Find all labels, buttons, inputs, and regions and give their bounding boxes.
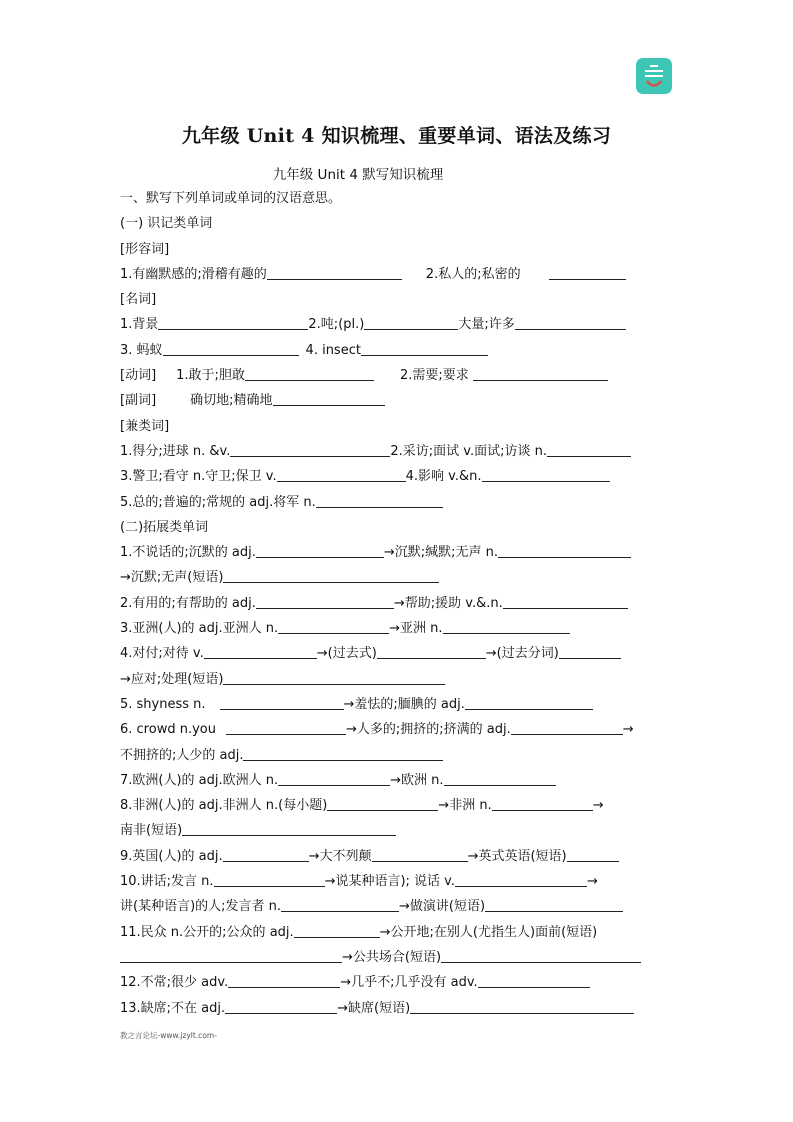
answer-blank[interactable] [228,973,340,988]
answer-blank[interactable] [230,442,390,457]
exercise-line: →应对;处理(短语) [120,667,675,692]
answer-blank[interactable] [277,467,406,482]
exercise-line: 6. crowd n.you →人多的;拥挤的;挤满的 adj. → [120,722,634,738]
category-heading: [名词] [120,292,157,308]
page-title: 九年级 Unit 4 知识梳理、重要单词、语法及练习 [181,125,612,147]
worksheet-body [120,186,675,1021]
exercise-line: 5. shyness n. →羞怯的;腼腆的 adj. [120,692,675,717]
answer-blank[interactable] [443,619,570,634]
answer-blank[interactable] [377,644,486,659]
answer-blank[interactable] [256,543,384,558]
answer-blank[interactable] [225,999,337,1014]
category-heading: [形容词] [120,241,170,257]
answer-blank[interactable] [278,771,390,786]
footer-watermark: 教之言论坛-www.jzylt.com- [120,1031,217,1040]
answer-blank[interactable] [441,948,641,963]
answer-blank[interactable] [511,720,623,735]
answer-blank[interactable] [273,391,385,406]
exercise-line: 4.对付;对待 v. →(过去式) →(过去分词) [120,641,675,666]
answer-blank[interactable] [158,315,308,330]
answer-blank[interactable] [549,265,626,280]
answer-blank[interactable] [245,366,374,381]
category-heading: [兼类词] [120,418,170,434]
exercise-line: 3. 蚂蚁 4. insect [120,338,675,363]
answer-blank[interactable] [482,467,610,482]
exercise-line: 1.不说话的;沉默的 adj. →沉默;缄默;无声 n. [120,540,675,565]
answer-blank[interactable] [220,695,344,710]
exercise-line: 3.警卫;看守 n.守卫;保卫 v. 4.影响 v.&n. [120,464,675,489]
answer-blank[interactable] [364,315,458,330]
subsection-heading: (二)拓展类单词 [120,519,209,535]
answer-blank[interactable] [223,568,439,583]
answer-blank[interactable] [361,341,488,356]
answer-blank[interactable] [410,999,634,1014]
exercise-line: →沉默;无声(短语) [120,565,675,590]
answer-blank[interactable] [182,821,396,836]
exercise-line: 5.总的;普遍的;常规的 adj.将军 n. [120,490,675,515]
answer-blank[interactable] [281,897,399,912]
answer-blank[interactable] [473,366,608,381]
answer-blank[interactable] [478,973,590,988]
exercise-line: [副词] 确切地;精确地 [120,388,675,413]
answer-blank[interactable] [256,594,394,609]
answer-blank[interactable] [223,670,445,685]
answer-blank[interactable] [567,847,619,862]
exercise-line: 讲(某种语言)的人;发言者 n. →做演讲(短语) [120,894,675,919]
exercise-line: 2.有用的;有帮助的 adj. →帮助;援助 v.&.n. [120,591,675,616]
answer-blank[interactable] [455,872,587,887]
exercise-line: 12.不常;很少 adv. →几乎不;几乎没有 adv. [120,970,675,995]
answer-blank[interactable] [223,847,309,862]
answer-blank[interactable] [547,442,631,457]
exercise-line: 南非(短语) [120,818,675,843]
answer-blank[interactable] [278,619,389,634]
exercise-line: 10.讲话;发言 n. →说某种语言); 说话 v. → [120,874,598,890]
answer-blank[interactable] [492,796,593,811]
answer-blank[interactable] [327,796,438,811]
answer-blank[interactable] [503,594,628,609]
answer-blank[interactable] [120,948,342,963]
answer-blank[interactable] [465,695,593,710]
answer-blank[interactable] [498,543,631,558]
exercise-line: 不拥挤的;人少的 adj. [120,743,675,768]
exercise-line: →公共场合(短语) [120,945,675,970]
answer-blank[interactable] [243,746,443,761]
answer-blank[interactable] [515,315,626,330]
answer-blank[interactable] [226,720,346,735]
exercise-line: 7.欧洲(人)的 adj.欧洲人 n. →欧洲 n. [120,768,675,793]
logo-icon [636,58,672,94]
answer-blank[interactable] [204,644,317,659]
answer-blank[interactable] [316,493,443,508]
exercise-line: 1.背景 2.吨;(pl.) 大量;许多 [120,312,675,337]
subsection-heading: (一) 识记类单词 [120,216,213,232]
answer-blank[interactable] [559,644,621,659]
answer-blank[interactable] [444,771,556,786]
answer-blank[interactable] [214,872,325,887]
answer-blank[interactable] [485,897,623,912]
exercise-line: 1.得分;进球 n. &v. 2.采访;面试 v.面试;访谈 n. [120,439,675,464]
answer-blank[interactable] [267,265,402,280]
exercise-line: 1.有幽默感的;滑稽有趣的 2.私人的;私密的 [120,262,675,287]
page-subtitle: 九年级 Unit 4 默写知识梳理 [272,167,444,183]
exercise-line: 8.非洲(人)的 adj.非洲人 n.(每小题) →非洲 n. → [120,798,604,814]
answer-blank[interactable] [163,341,299,356]
exercise-line: 3.亚洲(人)的 adj.亚洲人 n. →亚洲 n. [120,616,675,641]
exercise-line: [动词] 1.敢于;胆敢 2.需要;要求 [120,363,675,388]
exercise-line: 9.英国(人)的 adj. →大不列颠 →英式英语(短语) [120,844,675,869]
exercise-line: 13.缺席;不在 adj. →缺席(短语) [120,996,675,1021]
exercise-line: 11.民众 n.公开的;公众的 adj. →公开地;在别人(尤指生人)面前(短语) [120,924,598,940]
answer-blank[interactable] [294,923,380,938]
answer-blank[interactable] [372,847,468,862]
section-heading: 一、默写下列单词或单词的汉语意思。 [120,191,342,206]
